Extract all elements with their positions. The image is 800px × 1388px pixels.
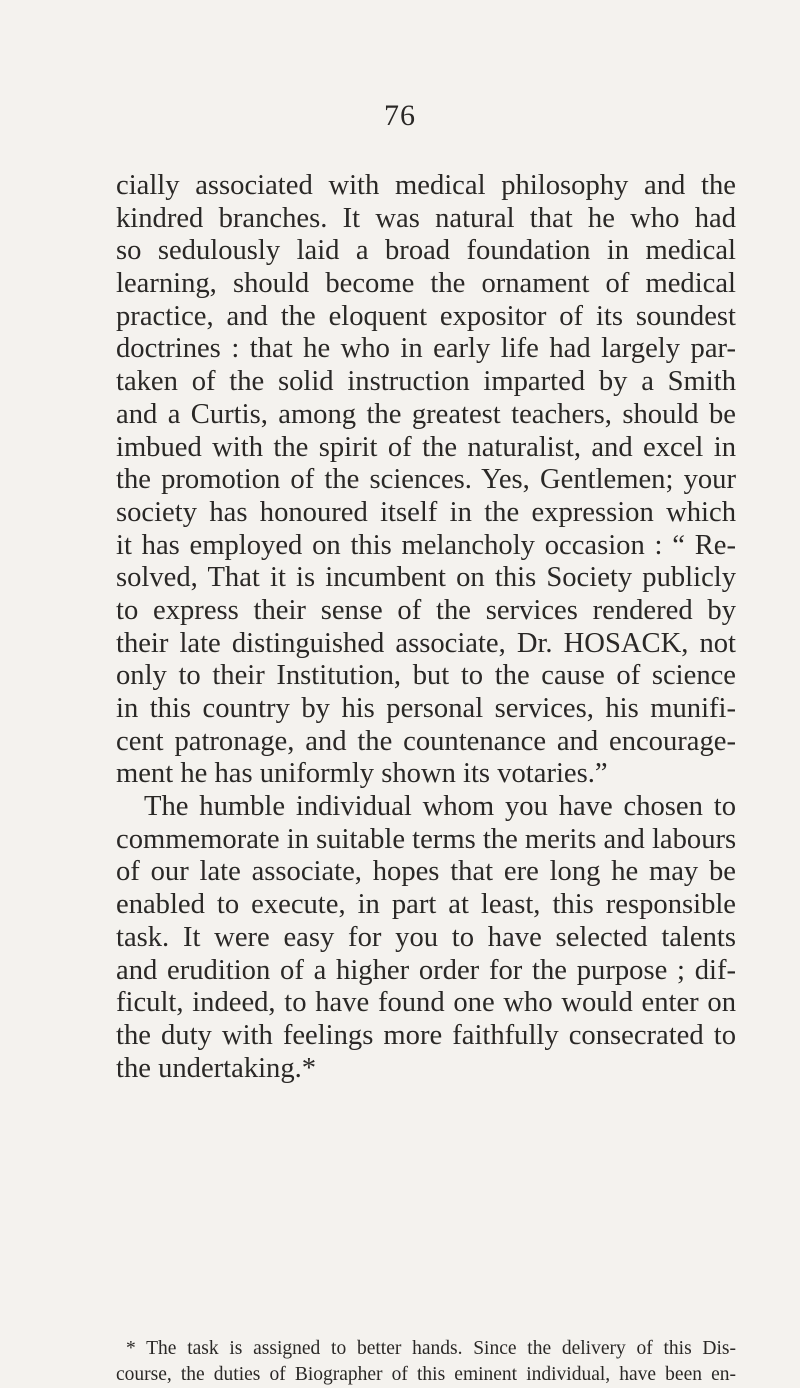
text-line: so sedulously laid a broad foundation in medical [116,235,736,267]
footnote-line: course, the duties of Biographer of this eminent individual, have been en- [116,1364,736,1385]
text-line: enabled to execute, in part at least, this responsible [116,889,736,921]
page-number: 76 [384,99,416,132]
text-line: learning, should become the ornament of medical [116,268,736,300]
text-line: cent patronage, and the countenance and encourage- [116,725,736,757]
text-line: taken of the solid instruction imparted by a Smith [116,366,736,398]
text-line: doctrines : that he who in early life had largely par- [116,333,736,365]
text-line: the promotion of the sciences. Yes, Gentlemen; your [116,464,736,496]
text-line: society has honoured itself in the expression which [116,496,736,528]
text-line: only to their Institution, but to the cause of science [116,660,736,692]
text-line: of our late associate, hopes that ere long he may be [116,856,736,888]
paragraph-2 [116,791,736,1085]
text-line: to express their sense of the services rendered by [116,594,736,626]
text-line: it has employed on this melancholy occasion : “ Re- [116,529,736,561]
text-line: their late distinguished associate, Dr. HOSACK, not [116,627,736,659]
text-line: in this country by his personal services, his munifi- [116,693,736,724]
text-line: and a Curtis, among the greatest teachers, should be [116,398,736,430]
footnote-line: * The task is assigned to better hands. Since the delivery of this Dis- [126,1338,736,1359]
text-line: imbued with the spirit of the naturalist, and excel in [116,431,736,463]
text-line: the undertaking.* [116,1052,317,1084]
footnote [116,1336,736,1388]
text-line: practice, and the eloquent expositor of its soundest [116,300,736,332]
paragraph-1 [116,170,736,791]
text-line: cially associated with medical philosophy and the [116,170,736,201]
text-line: the duty with feelings more faithfully consecrated to [116,1019,736,1051]
body-text [116,170,736,1085]
text-line: ficult, indeed, to have found one who would enter on [116,987,736,1019]
text-line: solved, That it is incumbent on this Society publicly [116,562,736,594]
text-line: and erudition of a higher order for the purpose ; dif- [116,954,736,986]
text-line: task. It were easy for you to have selected talents [116,921,736,953]
text-line: kindred branches. It was natural that he who had [116,202,736,234]
text-line: ment he has uniformly shown its votaries.” [116,758,608,790]
text-line: commemorate in suitable terms the merits and labours [116,823,737,855]
text-line: The humble individual whom you have chosen to [144,791,736,823]
